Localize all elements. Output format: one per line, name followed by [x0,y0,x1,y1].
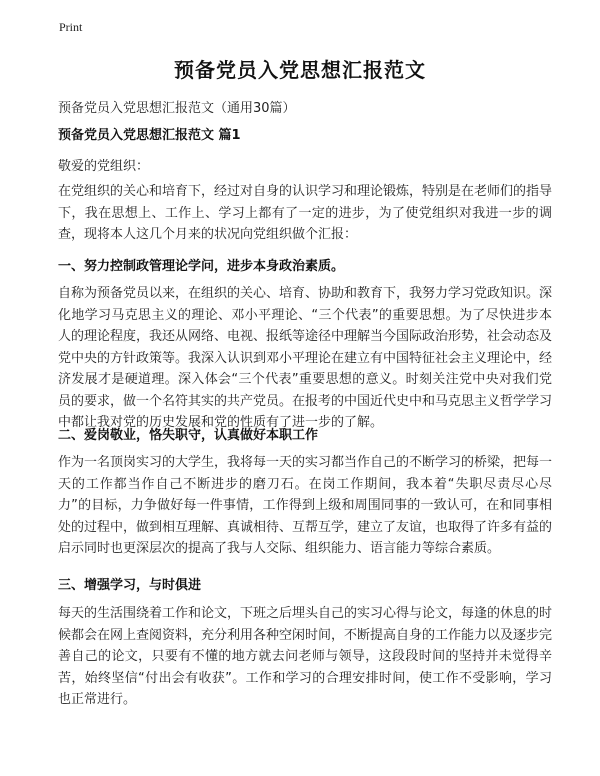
section-heading-3: 三、增强学习，与时俱进 [58,578,202,593]
section-heading-2: 二、爱岗敬业，恪失职守，认真做好本职工作 [58,428,319,443]
print-link[interactable]: Print [59,20,83,34]
section-heading-1: 一、努力控制政管理论学问，进步本身政治素质。 [58,259,345,274]
section-body-3: 每天的生活围绕着工作和论文，下班之后埋头自己的实习心得与论文，每逢的休息的时候都会在网上查阅资料，充分利用各种空闲时间，不断提高自身的工作能力以及逐步完善自己的论文，只要有不懂的地方就去问老师与领导，这段段时间的坚持并未觉得辛苦，始终坚信“付出会有收获”。工作和学习的合理安排时间，使工作不受影响，学习也正常进行。 [58,606,553,707]
salutation: 敬爱的党组织： [58,159,150,174]
article-heading: 预备党员入党思想汇报范文 篇1 [58,128,241,143]
section-body-1: 自称为预备党员以来，在组织的关心、培育、协助和教育下，我努力学习党政知识。深化地学习马克思主义的理论、邓小平理论、“三个代表”的重要思想。为了尽快进步本人的理论程度，我还从网络、电视、报纸等途径中理解当今国际政治形势，社会动态及党中央的方针政策等。我深入认识到邓小平理论在建立有中国特征社会主义理论中，经济发展才是硬道理。深入体会“三个代表”重要思想的意义。时刻关注党中央对我们党员的要求，做一个名符其实的共产党员。在报考的中国近代史中和马克思主义哲学学习中都让我对党的历史发展和党的性质有了进一步的了解。 [58,286,553,430]
section-body-2: 作为一名顶岗实习的大学生，我将每一天的实习都当作自己的不断学习的桥梁，把每一天的工作都当作自己不断进步的磨刀石。在岗工作期间，我本着“失职尽责尽心尽力”的目标，力争做好每一件事情，工作得到上级和周围同事的一致认可，在和同事相处的过程中，做到相互理解、真诚相待、互帮互学，建立了友谊，也取得了许多有益的启示同时也更深层次的提高了我与人交际、组织能力、语言能力等综合素质。 [58,455,553,556]
page-title: 预备党员入党思想汇报范文 [174,58,426,82]
document-subtitle: 预备党员入党思想汇报范文（通用30篇） [58,101,296,116]
intro-paragraph: 在党组织的关心和培育下，经过对自身的认识学习和理论锻炼，特别是在老师们的指导下，我在思想上、工作上、学习上都有了一定的进步，为了使党组织对我进一步的调查，现将本人这几个月来的状况向党组织做个汇报： [58,184,553,242]
